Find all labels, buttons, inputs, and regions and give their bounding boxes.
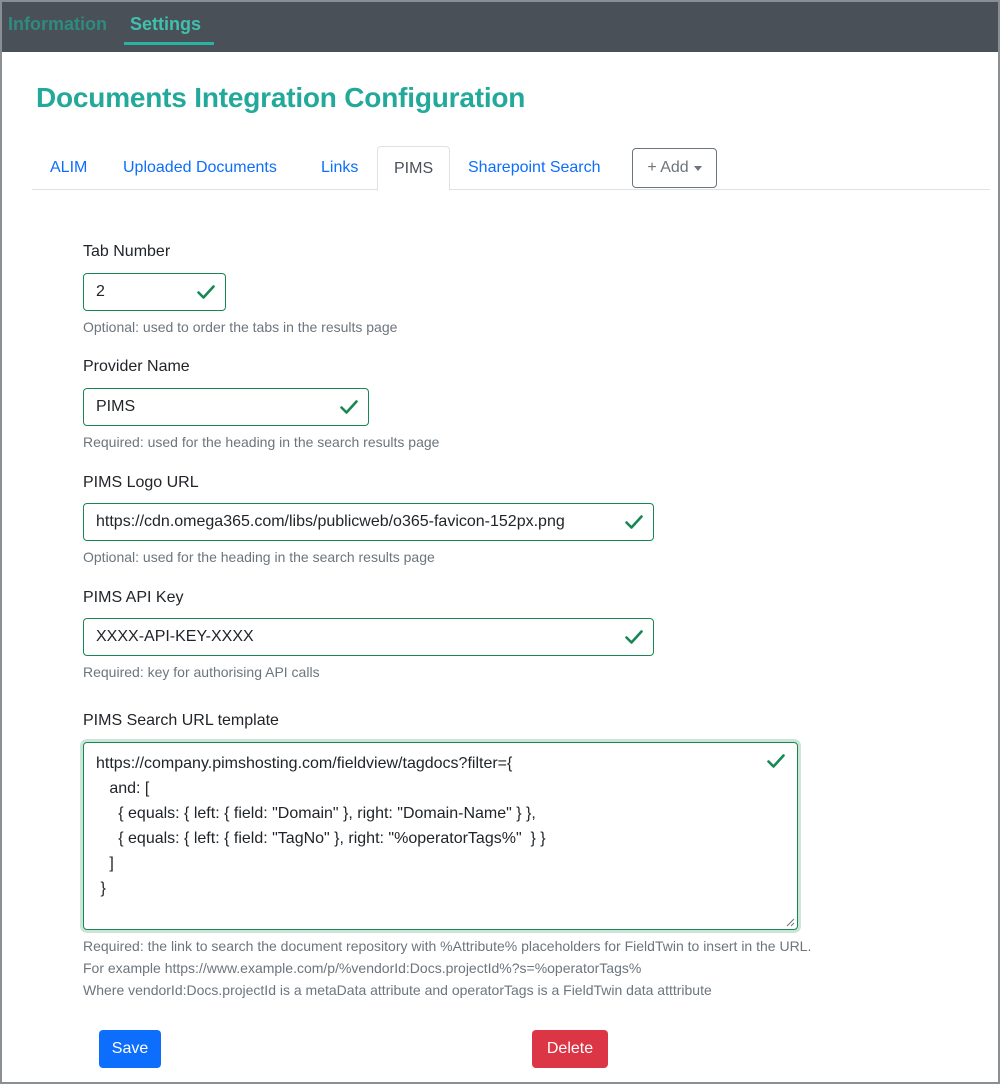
valid-check-icon [625,514,643,530]
provider-name-help: Required: used for the heading in the search results page [83,434,440,450]
tab-number-input[interactable] [83,273,226,311]
api-key-value: XXXX-API-KEY-XXXX [96,628,254,645]
tab-number-value: 2 [96,283,105,300]
search-url-help [83,935,811,1001]
add-button-label: + Add [647,159,689,176]
caret-down-icon [694,166,702,171]
save-button[interactable]: Save [99,1030,161,1068]
tab-sharepoint-search[interactable]: Sharepoint Search [468,159,601,176]
valid-check-icon [767,753,785,769]
page-title: Documents Integration Configuration [36,82,526,113]
topnav-settings[interactable]: Settings [130,14,202,34]
provider-name-input[interactable] [83,388,369,426]
textarea-line: } [96,880,106,897]
valid-check-icon [340,399,358,415]
textarea-line: ] [96,855,114,872]
provider-name-value: PIMS [96,398,136,415]
provider-tabs [32,146,990,190]
tab-alim[interactable]: ALIM [50,159,88,176]
search-url-help-line: For example https://www.example.com/p/%vendorId:Docs.projectId%?s=%operatorTags% [83,960,642,976]
provider-name-label: Provider Name [83,358,190,375]
logo-url-label: PIMS Logo URL [83,474,199,491]
api-key-input[interactable] [83,618,654,656]
textarea-line: { equals: { left: { field: "TagNo" }, right: "%operatorTags%" } } [96,830,546,847]
api-key-label: PIMS API Key [83,589,184,606]
search-url-help-line: Where vendorId:Docs.projectId is a metaData attribute and operatorTags is a FieldTwin data atttribute [83,982,712,998]
tab-uploaded-documents[interactable]: Uploaded Documents [123,159,277,176]
search-url-textarea[interactable] [83,742,798,930]
active-nav-indicator [124,42,214,45]
top-navbar [2,2,998,52]
search-url-help-line: Required: the link to search the document repository with %Attribute% placeholders for FieldTwin to insert in the URL. [83,938,812,954]
textarea-line: { equals: { left: { field: "Domain" }, right: "Domain-Name" } }, [96,805,536,822]
textarea-line: and: [ [96,780,150,797]
tab-pims[interactable]: PIMS [377,146,450,191]
api-key-help: Required: key for authorising API calls [83,664,320,680]
textarea-line: https://company.pimshosting.com/fieldview/tagdocs?filter={ [96,755,513,772]
valid-check-icon [625,629,643,645]
tab-number-help: Optional: used to order the tabs in the results page [83,319,398,335]
tab-number-label: Tab Number [83,243,171,260]
logo-url-value: https://cdn.omega365.com/libs/publicweb/o365-favicon-152px.png [96,513,565,530]
valid-check-icon [197,284,215,300]
search-url-label: PIMS Search URL template [83,712,279,729]
logo-url-input[interactable] [83,503,654,541]
delete-button[interactable]: Delete [532,1030,608,1068]
tab-links[interactable]: Links [321,159,359,176]
add-tab-dropdown-button[interactable] [632,148,717,188]
resize-grip-icon[interactable] [785,917,795,927]
logo-url-help: Optional: used for the heading in the search results page [83,549,435,565]
topnav-information[interactable]: Information [8,14,107,34]
